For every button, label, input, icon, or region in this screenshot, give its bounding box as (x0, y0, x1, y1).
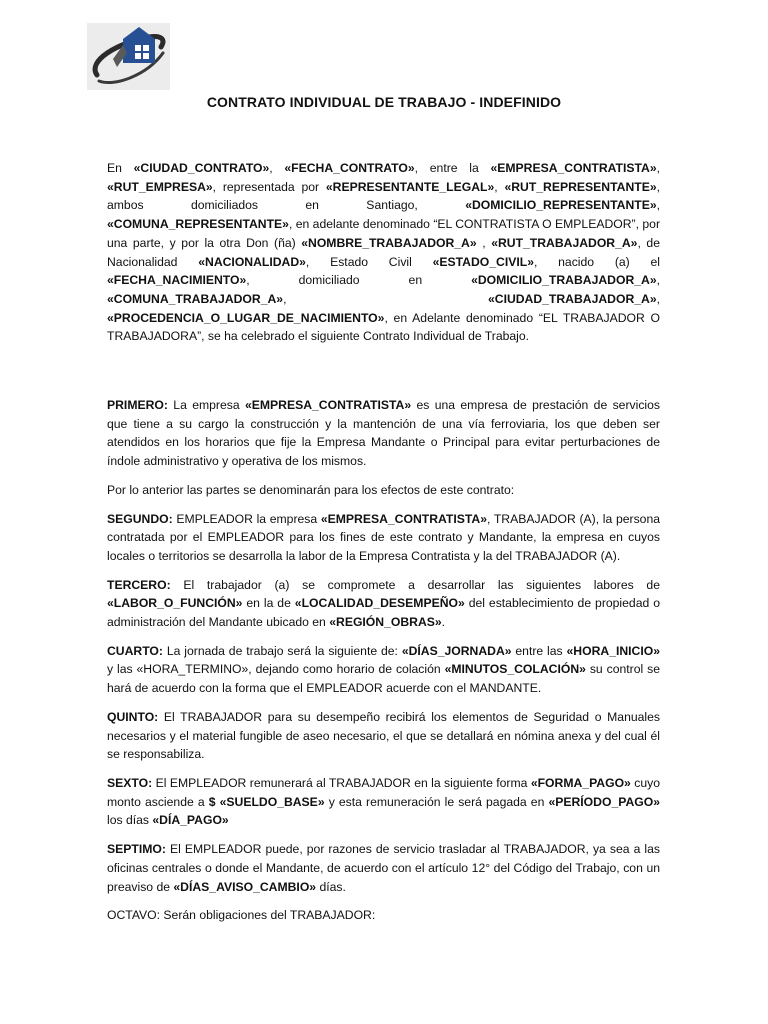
text-run: cuyo monto asciende a (107, 775, 660, 809)
text-run: , Estado Civil (305, 254, 433, 269)
bold-text: «CIUDAD_TRABAJADOR_A» (487, 291, 657, 306)
bold-text: «CIUDAD_CONTRATO» (133, 161, 270, 175)
text-run: es una empresa de prestación de servicios que tiene a su cargo la construcción y la mantención de una vía ferroviaria, los que deben ser atendidos en los horarios que fije la Empresa Mandante o Principal para evitar perturbaciones de índole administrativo y operativa de los mismos. (107, 398, 660, 469)
bold-text: «RUT_REPRESENTANTE» (504, 179, 657, 194)
text-run: , (656, 273, 660, 288)
text-run: . (441, 615, 446, 630)
bold-text: «MINUTOS_COLACIÓN» (444, 662, 586, 677)
text-run: del establecimiento de propiedad o administración del Mandante ubicado en (107, 596, 660, 630)
text-run: El TRABAJADOR para su desempeño recibirá los elementos de Seguridad o Manuales necesarios y el material fungible de aseo necesario, el que se detallará en nómina anexa y del cual él se responsabiliza. (107, 709, 660, 762)
bold-text: PRIMERO: (107, 398, 168, 413)
intro-paragraph (107, 159, 660, 346)
text-run: y las «HORA_TERMINO», dejando como horario de colación (107, 662, 445, 677)
bold-text: «FECHA_NACIMIENTO» (107, 273, 247, 288)
clause-primero (107, 396, 660, 471)
bold-text: «NACIONALIDAD» (198, 254, 306, 269)
bold-text: «EMPRESA_CONTRATISTA» (490, 161, 657, 175)
bold-text: SEPTIMO: (107, 842, 166, 857)
text-run: , (476, 235, 492, 250)
clause-cuarto (107, 642, 660, 698)
bold-text: «EMPRESA_CONTRATISTA» (320, 511, 487, 526)
text-run: Por lo anterior las partes se denominarán para los efectos de este contrato: (107, 482, 515, 497)
bold-text: SEXTO: (107, 775, 153, 790)
house-ring-logo-icon (87, 23, 170, 90)
text-run: , (656, 291, 660, 306)
bold-text: «PROCEDENCIA_O_LUGAR_DE_NACIMIENTO» (107, 310, 385, 325)
bold-text: SEGUNDO: (107, 511, 173, 526)
clause-octavo (107, 906, 660, 925)
clause-tercero (107, 576, 660, 632)
bold-text: CUARTO: (107, 643, 163, 658)
text-run: y esta remuneración le será pagada en (324, 794, 549, 809)
text-run: El EMPLEADOR remunerará al TRABAJADOR en la siguiente forma (152, 775, 531, 790)
text-run: , de Nacionalidad (107, 235, 660, 269)
text-run: , (656, 161, 660, 175)
bold-text: «COMUNA_REPRESENTANTE» (107, 217, 289, 232)
bold-text: «DOMICILIO_TRABAJADOR_A» (471, 273, 657, 288)
bold-text: «REGIÓN_OBRAS» (329, 615, 442, 630)
text-run: El trabajador (a) se compromete a desarrollar las siguientes labores de (170, 577, 660, 592)
clause-segundo (107, 510, 660, 566)
text-run: , en Adelante denominado “EL TRABAJADOR O TRABAJADORA”, se ha celebrado el siguiente Contrato Individual de Trabajo. (107, 310, 660, 344)
bold-text: «NOMBRE_TRABAJADOR_A» (301, 235, 477, 250)
text-run: en la de (242, 596, 295, 611)
bold-text: «LOCALIDAD_DESEMPEÑO» (294, 596, 465, 611)
bold-text: «RUT_EMPRESA» (107, 179, 213, 194)
text-run: , (494, 179, 505, 194)
company-logo (87, 23, 170, 90)
clause-sexto (107, 774, 660, 830)
text-run: , domiciliado en (246, 273, 472, 288)
clause-transition (107, 481, 660, 500)
text-run: , nacido (a) el (533, 254, 660, 269)
bold-text: «FECHA_CONTRATO» (284, 161, 415, 175)
bold-text: QUINTO: (107, 709, 159, 724)
text-run: , ambos domiciliados en Santiago, (107, 179, 660, 213)
bold-text: $ «SUELDO_BASE» (208, 794, 325, 809)
bold-text: «RUT_TRABAJADOR_A» (491, 235, 638, 250)
text-run: El EMPLEADOR puede, por razones de servicio trasladar al TRABAJADOR, ya sea a las oficinas centrales o donde el Mandante, de acuerdo con el artículo 12° del Código del Trabajo, con un preaviso de (107, 842, 660, 894)
text-run: , (656, 198, 660, 213)
bold-text: TERCERO: (107, 577, 171, 592)
text-run: , TRABAJADOR (A), la persona contratada por el EMPLEADOR para los fines de este contrato y Mandante, la empresa en cuyos locales o territorios se desarrolla la labor de la Empresa Contratista y la del TRABAJADOR (A). (107, 511, 660, 563)
bold-text: «DÍA_PAGO» (152, 813, 229, 828)
bold-text: «EMPRESA_CONTRATISTA» (244, 398, 412, 413)
clause-septimo (107, 840, 660, 896)
bold-text: «COMUNA_TRABAJADOR_A» (107, 291, 284, 306)
document-body (107, 159, 660, 935)
text-run: OCTAVO: Serán obligaciones del TRABAJADOR: (107, 908, 376, 923)
text-run: , (269, 161, 285, 175)
text-run: La empresa (167, 398, 245, 413)
bold-text: «ESTADO_CIVIL» (432, 254, 534, 269)
text-run: La jornada de trabajo será la siguiente de: (162, 643, 402, 658)
clause-quinto (107, 708, 660, 764)
bold-text: «FORMA_PAGO» (530, 775, 631, 790)
text-run: En (107, 161, 134, 175)
bold-text: «PERÍODO_PAGO» (548, 794, 660, 809)
bold-text: «LABOR_O_FUNCIÓN» (107, 596, 243, 611)
text-run: EMPLEADOR la empresa (172, 511, 321, 526)
document-title: CONTRATO INDIVIDUAL DE TRABAJO - INDEFINIDO (206, 94, 562, 110)
text-run: , representada por (212, 179, 326, 194)
bold-text: «DÍAS_AVISO_CAMBIO» (173, 879, 317, 894)
bold-text: «HORA_INICIO» (566, 643, 660, 658)
text-run: entre las (511, 643, 567, 658)
text-run: su control se hará de acuerdo con la forma que el EMPLEADOR acuerde con el MANDANTE. (107, 662, 661, 696)
bold-text: «REPRESENTANTE_LEGAL» (325, 179, 495, 194)
text-run: , en adelante denominado “EL CONTRATISTA O EMPLEADOR”, por una parte, y por la otra Don (ña) (107, 217, 660, 250)
text-run: días. (316, 879, 346, 894)
text-run: , entre la (414, 161, 491, 175)
bold-text: «DÍAS_JORNADA» (401, 643, 512, 658)
text-run: , (283, 291, 488, 306)
text-run: los días (107, 813, 153, 828)
bold-text: «DOMICILIO_REPRESENTANTE» (465, 198, 657, 213)
